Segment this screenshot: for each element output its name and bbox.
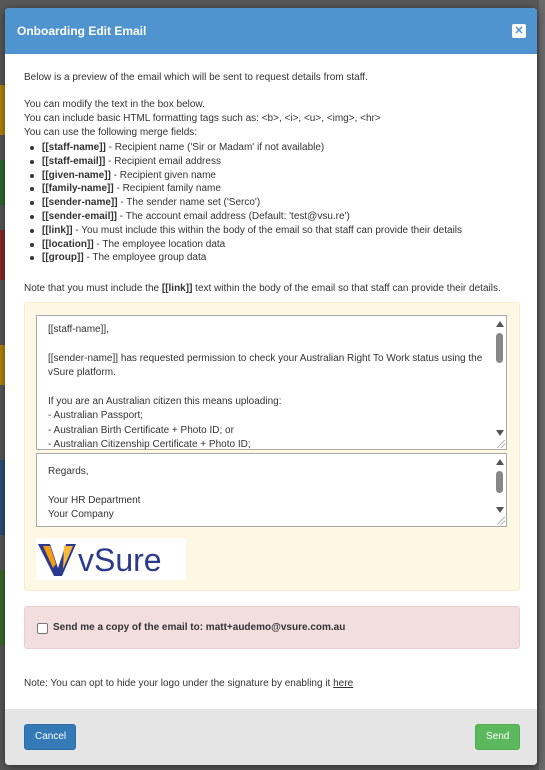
merge-field-name: [[sender-email]] (42, 210, 118, 222)
merge-field-list (42, 141, 462, 265)
send-copy-label[interactable]: Send me a copy of the email to: matt+audemo@vsure.com.au (53, 622, 346, 633)
merge-field-desc: - The employee location data (93, 238, 226, 250)
merge-field-item (42, 182, 462, 196)
cancel-button[interactable]: Cancel (24, 724, 76, 750)
scroll-down-icon[interactable] (496, 430, 504, 436)
merge-field-name: [[given-name]] (42, 169, 111, 181)
scroll-thumb[interactable] (496, 333, 503, 363)
merge-field-desc: - The employee group data (83, 252, 207, 264)
email-body-textarea[interactable] (36, 315, 507, 450)
merge-field-item (42, 210, 462, 224)
merge-field-desc: - The sender name set ('Serco') (117, 197, 261, 209)
merge-field-name: [[link]] (42, 224, 73, 236)
merge-field-item (42, 224, 462, 238)
resize-grip-icon[interactable] (497, 517, 505, 525)
merge-field-desc: - Recipient family name (113, 183, 221, 195)
preview-text: Below is a preview of the email which will be sent to request details from staff. (24, 72, 368, 83)
scroll-down-icon[interactable] (496, 507, 504, 513)
merge-field-item (42, 196, 462, 210)
merge-field-name: [[family-name]] (42, 183, 114, 195)
merge-field-name: [[group]] (42, 252, 84, 264)
link-note-after: text within the body of the email so that staff can provide their details. (192, 283, 501, 294)
scroll-thumb[interactable] (496, 471, 503, 493)
scroll-up-icon[interactable] (496, 321, 504, 327)
scroll-up-icon[interactable] (496, 459, 504, 465)
modal-header (5, 8, 537, 54)
email-signature-textarea[interactable] (36, 453, 507, 527)
footnote-text: Note: You can opt to hide your logo under the signature by enabling it (24, 678, 334, 689)
merge-field-item (42, 169, 462, 183)
email-body-text: [[staff-name]], [[sender-name]] has requested permission to check your Australian Right To Work status using the vSure platform. If you are an Australian citizen this means uploading: - Australian Passport; - Australian Birth Certificate + Photo ID; or - Australian Citizenship Certificate + Photo ID; (48, 324, 483, 450)
merge-field-desc: - You must include this within the body of the email so that staff can provide their details (72, 224, 463, 236)
background-right-edge (539, 0, 545, 770)
merge-field-name: [[staff-name]] (42, 142, 106, 153)
merge-field-item (42, 155, 462, 169)
html-tags-text: You can include basic HTML formatting tags such as: <b>, <i>, <u>, <img>, <hr> (24, 113, 381, 124)
close-icon[interactable]: ✕ (512, 24, 526, 38)
email-signature-text: Regards, Your HR Department Your Company (48, 466, 141, 521)
email-editor-panel (24, 302, 520, 591)
merge-field-desc: - Recipient given name (110, 169, 216, 181)
link-note-field: [[link]] (161, 283, 193, 294)
merge-field-name: [[location]] (42, 238, 94, 250)
logo-footnote (24, 678, 353, 689)
merge-field-desc: - The account email address (Default: 'test@vsu.re') (117, 210, 350, 222)
merge-field-item (42, 251, 462, 265)
send-button[interactable]: Send (475, 724, 520, 750)
merge-field-item (42, 141, 462, 155)
send-copy-option (24, 606, 520, 649)
email-body-scrollbar[interactable] (494, 317, 505, 448)
merge-field-name: [[sender-name]] (42, 197, 118, 209)
resize-grip-icon[interactable] (497, 440, 505, 448)
link-note-before: Note that you must include the (24, 283, 162, 294)
send-copy-checkbox[interactable] (37, 623, 48, 634)
link-note (24, 283, 501, 294)
modal-footer (5, 709, 537, 765)
merge-field-desc: - Recipient name ('Sir or Madam' if not available) (105, 142, 325, 153)
onboarding-edit-email-modal (5, 8, 537, 765)
merge-fields-text: You can use the following merge fields: (24, 127, 198, 138)
footnote-here-link[interactable]: here (333, 678, 354, 689)
signature-scrollbar[interactable] (494, 455, 505, 525)
modal-title: Onboarding Edit Email (17, 24, 147, 38)
vsure-logo (36, 538, 186, 580)
modify-text: You can modify the text in the box below. (24, 99, 205, 110)
logo-text: vSure (78, 542, 162, 578)
vsure-logo-graphic (36, 538, 186, 580)
merge-field-name: [[staff-email]] (42, 155, 106, 167)
merge-field-item (42, 238, 462, 252)
merge-field-desc: - Recipient email address (105, 155, 221, 167)
